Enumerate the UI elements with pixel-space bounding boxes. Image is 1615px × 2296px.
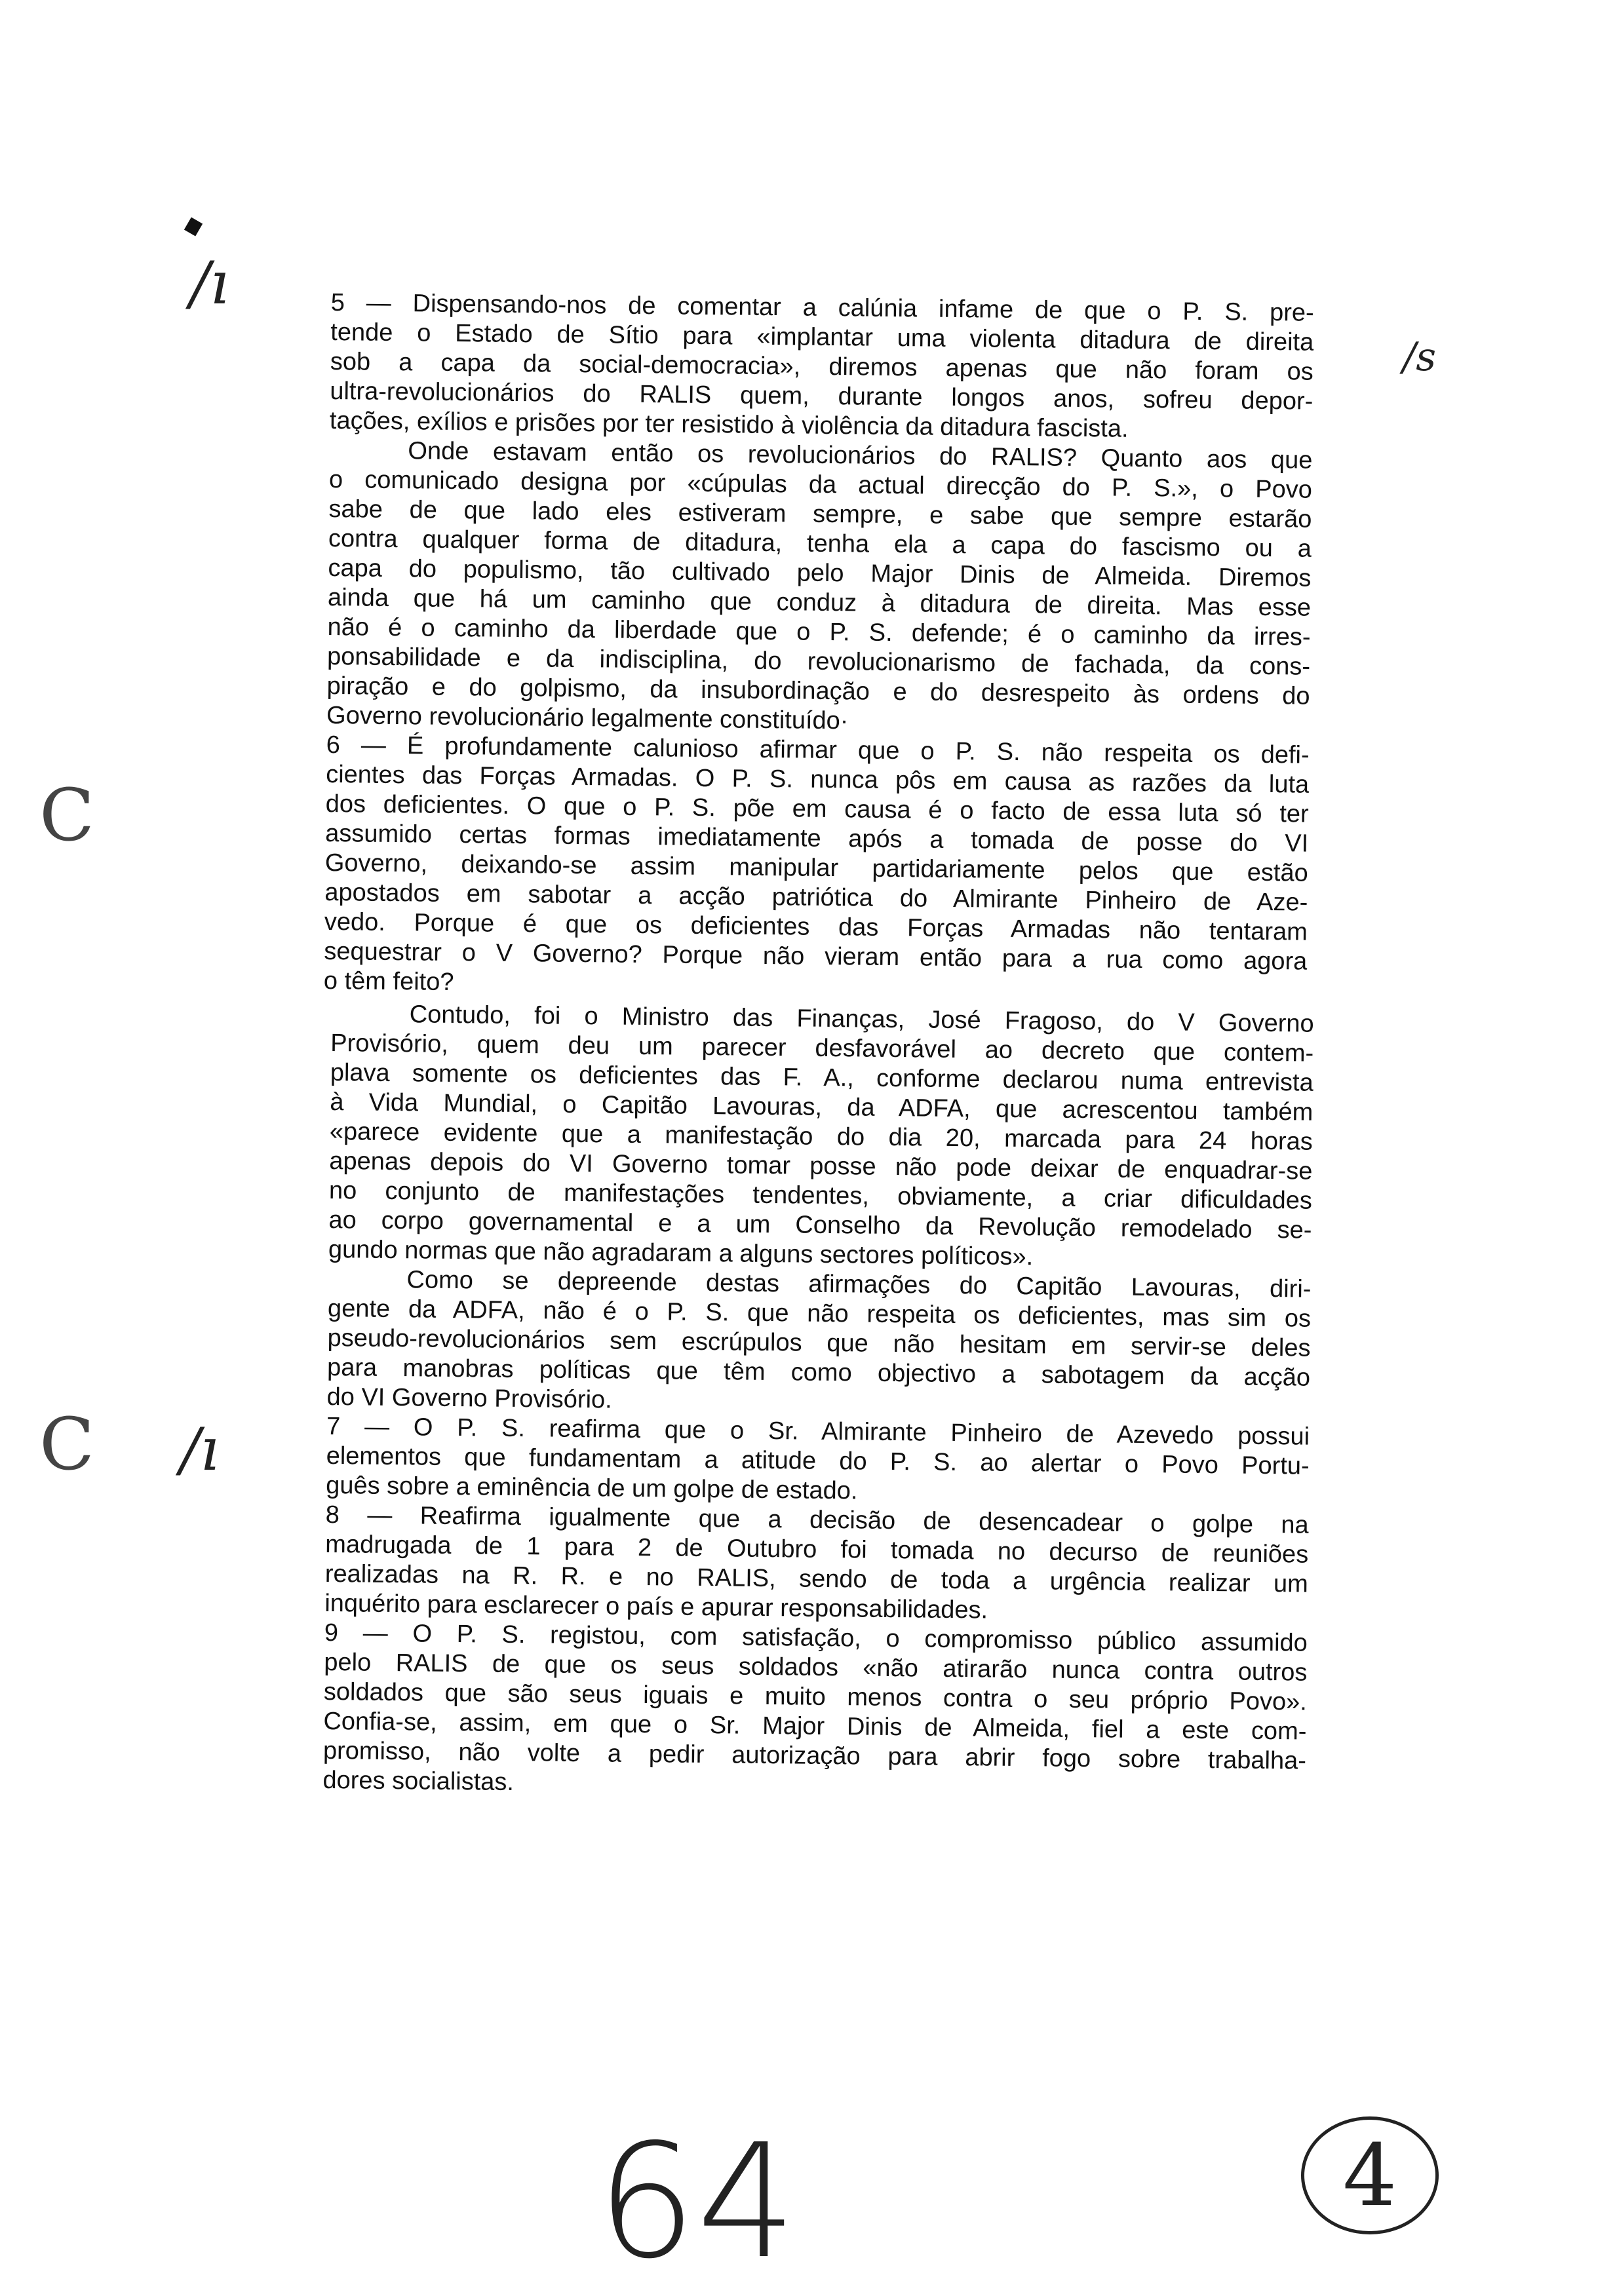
text-line: assumido certas formas imediatamente após a tomada de posse do VI xyxy=(325,819,1309,858)
text-line: à Vida Mundial, o Capitão Lavouras, da ADFA, que acrescentou também xyxy=(330,1088,1313,1126)
text-line: Governo, deixando-se assim manipular partidariamente pelos que estão xyxy=(324,849,1308,887)
text-line: elementos que fundamentam a atitude do P. S. ao alertar o Povo Portu- xyxy=(326,1442,1310,1480)
text-line: 5 — Dispensando-nos de comentar a calúnia infame de que o P. S. pre- xyxy=(330,288,1314,327)
text-line: o têm feito? xyxy=(323,966,454,997)
text-line: ainda que há um caminho que conduz à ditadura de direita. Mas esse xyxy=(327,583,1312,622)
text-line: ponsabilidade e da indisciplina, do revolucionarismo de fachada, da cons- xyxy=(326,642,1311,681)
text-line: 8 — Reafirma igualmente que a decisão de desencadear o golpe na xyxy=(325,1501,1309,1539)
text-line: soldados que são seus iguais e muito menos contra o seu próprio Povo». xyxy=(323,1677,1308,1716)
text-line: Como se depreende destas afirmações do Capitão Lavouras, diri- xyxy=(406,1266,1312,1303)
text-line: dores socialistas. xyxy=(322,1766,515,1796)
text-line: apostados em sabotar a acção patriótica do Almirante Pinheiro de Aze- xyxy=(324,878,1308,917)
punch-hole: C xyxy=(39,773,95,857)
text-line: ao corpo governamental e a um Conselho da Revolução remodelado se- xyxy=(328,1206,1312,1244)
text-line: Contudo, foi o Ministro das Finanças, José Fragoso, do V Governo xyxy=(409,1001,1314,1038)
handwritten-margin-note: /s xyxy=(1403,334,1437,380)
text-line: tende o Estado de Sítio para «implantar uma violenta ditadura de direita xyxy=(330,318,1314,356)
handwritten-page-number: 64 xyxy=(596,2110,797,2293)
text-line: para manobras políticas que têm como objectivo a sabotagem da acção xyxy=(326,1353,1311,1392)
text-line: guês sobre a eminência de um golpe de estado. xyxy=(326,1471,858,1505)
handwritten-circled-number: 4 xyxy=(1342,2126,1397,2225)
document-text-upper xyxy=(324,288,1314,1006)
text-line: ultra-revolucionários do RALIS quem, durante longos anos, sofreu depor- xyxy=(330,377,1313,415)
text-line: não é o caminho da liberdade que o P. S. defende; é o caminho da irres- xyxy=(327,613,1311,651)
text-line: dos deficientes. O que o P. S. põe em causa é o facto de essa luta só ter xyxy=(325,790,1309,828)
text-line: piração e do golpismo, da insubordinação e do desrespeito às ordens do xyxy=(326,672,1310,710)
text-line: plava somente os deficientes das F. A., conforme declarou numa entrevista xyxy=(330,1058,1313,1097)
text-line: contra qualquer forma de ditadura, tenha ela a capa do fascismo ou a xyxy=(328,524,1312,563)
text-line: cientes das Forças Armadas. O P. S. nunca pôs em causa as razões da luta xyxy=(326,760,1310,799)
handwritten-margin-note: /ı xyxy=(180,1415,220,1484)
text-line: no conjunto de manifestações tendentes, obviamente, a criar dificuldades xyxy=(328,1176,1313,1215)
punch-hole: C xyxy=(39,1402,95,1486)
text-line: gundo normas que não agradaram a alguns sectores políticos». xyxy=(328,1235,1034,1271)
text-line: o comunicado designa por «cúpulas da actual direcção do P. S.», o Povo xyxy=(328,465,1313,504)
text-line: sequestrar o V Governo? Porque não vieram então para a rua como agora xyxy=(324,937,1308,976)
text-line: vedo. Porque é que os deficientes das Forças Armadas não tentaram xyxy=(324,908,1308,946)
text-line: pseudo-revolucionários sem escrúpulos que não hesitam em servir-se deles xyxy=(327,1324,1311,1362)
text-line: realizadas na R. R. e no RALIS, sendo de toda a urgência realizar um xyxy=(324,1559,1308,1598)
text-line: inquérito para esclarecer o país e apurar responsabilidades. xyxy=(324,1589,988,1624)
document-text-lower xyxy=(322,999,1314,1806)
text-line: pelo RALIS de que os seus soldados «não atirarão nunca contra outros xyxy=(324,1648,1308,1687)
text-line: 7 — O P. S. reafirma que o Sr. Almirante Pinheiro de Azevedo possui xyxy=(326,1412,1310,1451)
text-line: gente da ADFA, não é o P. S. que não respeita os deficientes, mas sim os xyxy=(327,1294,1312,1333)
text-line: promisso, não volte a pedir autorização para abrir fogo sobre trabalha- xyxy=(322,1736,1307,1775)
text-line: sob a capa da social-democracia», diremos apenas que não foram os xyxy=(330,347,1313,386)
text-line: Governo revolucionário legalmente constituído· xyxy=(326,701,849,735)
text-line: Confia-se, assim, em que o Sr. Major Dinis de Almeida, fiel a este com- xyxy=(323,1707,1307,1746)
handwritten-margin-note: /ı xyxy=(190,249,229,318)
text-line: Onde estavam então os revolucionários do RALIS? Quanto aos que xyxy=(408,437,1313,474)
handwritten-circle xyxy=(1301,2116,1439,2234)
text-line: apenas depois do VI Governo tomar posse não pode deixar de enquadrar-se xyxy=(329,1147,1313,1185)
text-line: sabe de que lado eles estiveram sempre, e sabe que sempre estarão xyxy=(328,495,1312,533)
text-line: do VI Governo Provisório. xyxy=(326,1383,612,1414)
text-line: 6 — É profundamente calunioso afirmar que o P. S. não respeita os defi- xyxy=(326,731,1310,769)
text-line: capa do populismo, tão cultivado pelo Major Dinis de Almeida. Diremos xyxy=(328,554,1312,592)
text-line: 9 — O P. S. registou, com satisfação, o compromisso público assumido xyxy=(324,1618,1308,1657)
text-line: «parece evidente que a manifestação do dia 20, marcada para 24 horas xyxy=(329,1117,1313,1156)
scan-mark xyxy=(184,217,203,236)
text-line: madrugada de 1 para 2 de Outubro foi tomada no decurso de reuniões xyxy=(325,1530,1309,1569)
text-line: tações, exílios e prisões por ter resistido à violência da ditadura fascista. xyxy=(329,406,1129,443)
text-line: Provisório, quem deu um parecer desfavorável ao decreto que contem- xyxy=(330,1029,1314,1067)
